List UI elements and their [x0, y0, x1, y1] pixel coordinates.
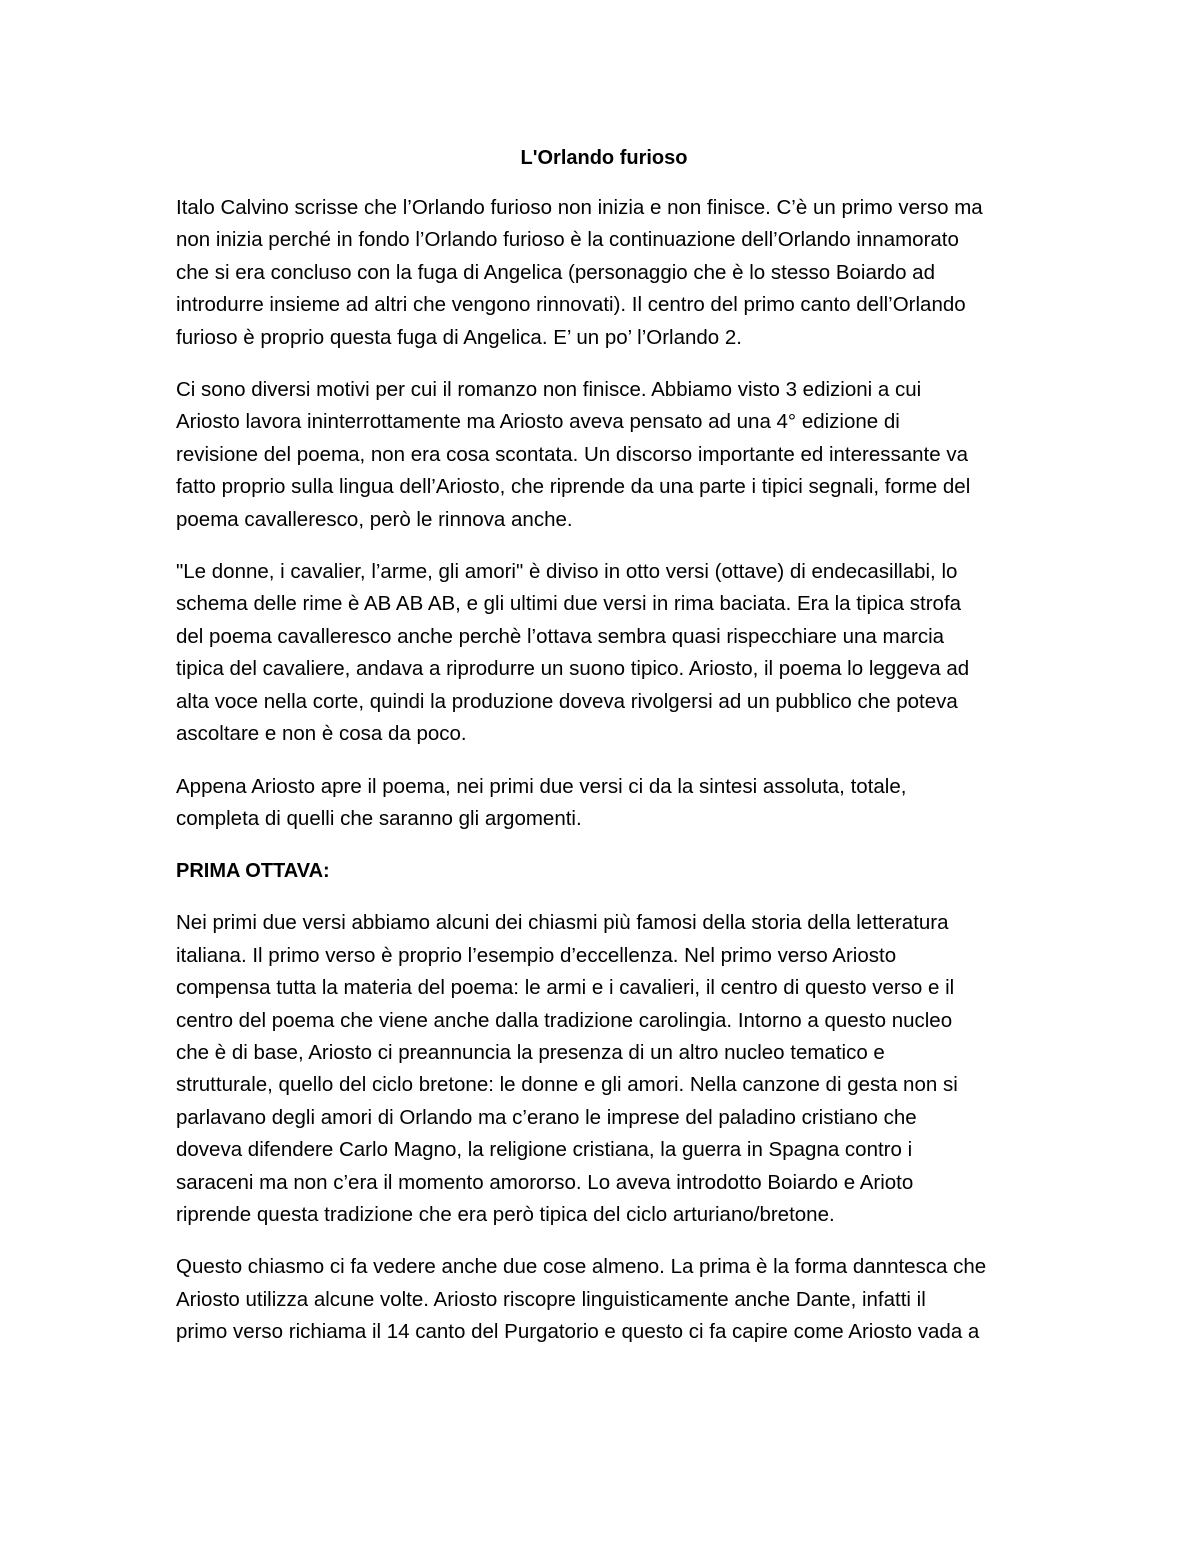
paragraph-line: strutturale, quello del ciclo bretone: le donne e gli amori. Nella canzone di gesta non si [176, 1073, 958, 1097]
paragraph-3 [176, 556, 1032, 750]
paragraph-line: centro del poema che viene anche dalla tradizione carolingia. Intorno a questo nucleo [176, 1008, 953, 1032]
paragraph-line: non inizia perché in fondo l’Orlando furioso è la continuazione dell’Orlando innamorato [176, 228, 959, 252]
paragraph-line: poema cavalleresco, però le rinnova anche. [176, 507, 573, 531]
paragraph-line: fatto proprio sulla lingua dell’Ariosto, che riprende da una parte i tipici segnali, forme del [176, 475, 971, 499]
paragraph-line: Questo chiasmo ci fa vedere anche due cose almeno. La prima è la forma danntesca che [176, 1255, 987, 1279]
paragraph-line: compensa tutta la materia del poema: le armi e i cavalieri, il centro di questo verso e il [176, 976, 955, 1000]
paragraph-line: alta voce nella corte, quindi la produzione doveva rivolgersi ad un pubblico che poteva [176, 689, 958, 713]
paragraph-line: schema delle rime è AB AB AB, e gli ultimi due versi in rima baciata. Era la tipica strofa [176, 592, 962, 616]
paragraph-line: "Le donne, i cavalier, l’arme, gli amori" è diviso in otto versi (ottave) di endecasillabi, lo [176, 560, 958, 584]
paragraph-line: introdurre insieme ad altri che vengono rinnovati). Il centro del primo canto dell’Orlando [176, 293, 966, 317]
paragraph-line: tipica del cavaliere, andava a riprodurre un suono tipico. Ariosto, il poema lo leggeva ad [176, 657, 970, 681]
paragraph-line: Ci sono diversi motivi per cui il romanzo non finisce. Abbiamo visto 3 edizioni a cui [176, 378, 922, 402]
paragraph-line: che si era concluso con la fuga di Angelica (personaggio che è lo stesso Boiardo ad [176, 260, 935, 284]
paragraph-line: furioso è proprio questa fuga di Angelica. E’ un po’ l’Orlando 2. [176, 325, 743, 349]
paragraph-line: Italo Calvino scrisse che l’Orlando furioso non inizia e non finisce. C’è un primo verso ma [176, 196, 983, 219]
paragraph-5 [176, 907, 1032, 1231]
paragraph-line: Ariosto lavora ininterrottamente ma Ariosto aveva pensato ad una 4° edizione di [176, 410, 900, 434]
paragraph-line: revisione del poema, non era cosa scontata. Un discorso importante ed interessante va [176, 442, 968, 466]
paragraph-6 [176, 1251, 1032, 1348]
paragraph-line: saraceni ma non c’era il momento amororso. Lo aveva introdotto Boiardo e Arioto [176, 1170, 914, 1194]
paragraph-line: Appena Ariosto apre il poema, nei primi due versi ci da la sintesi assoluta, totale, [176, 774, 907, 798]
paragraph-line: ascoltare e non è cosa da poco. [176, 722, 467, 746]
section-heading: PRIMA OTTAVA: [176, 860, 330, 883]
document-body [176, 142, 1032, 1369]
paragraph-line: riprende questa tradizione che era però tipica del ciclo arturiano/bretone. [176, 1202, 835, 1226]
paragraph-line: completa di quelli che saranno gli argomenti. [176, 806, 582, 830]
paragraph-line: Ariosto utilizza alcune volte. Ariosto riscopre linguisticamente anche Dante, infatti il [176, 1287, 926, 1311]
paragraph-line: doveva difendere Carlo Magno, la religione cristiana, la guerra in Spagna contro i [176, 1138, 913, 1162]
paragraph-line: che è di base, Ariosto ci preannuncia la presenza di un altro nucleo tematico e [176, 1040, 885, 1064]
paragraph-line: primo verso richiama il 14 canto del Purgatorio e questo ci fa capire come Ariosto vada a [176, 1320, 980, 1344]
paragraph-line: del poema cavalleresco anche perchè l’ottava sembra quasi rispecchiare una marcia [176, 624, 945, 648]
paragraph-line: parlavano degli amori di Orlando ma c’erano le imprese del paladino cristiano che [176, 1105, 917, 1129]
paragraph-line: italiana. Il primo verso è proprio l’esempio d’eccellenza. Nel primo verso Ariosto [176, 943, 897, 967]
document-title: L'Orlando furioso [520, 147, 688, 169]
paragraph-4 [176, 771, 1032, 836]
paragraph-1 [176, 192, 1032, 354]
paragraph-line: Nei primi due versi abbiamo alcuni dei chiasmi più famosi della storia della letteratura [176, 911, 949, 935]
paragraph-2 [176, 374, 1032, 536]
